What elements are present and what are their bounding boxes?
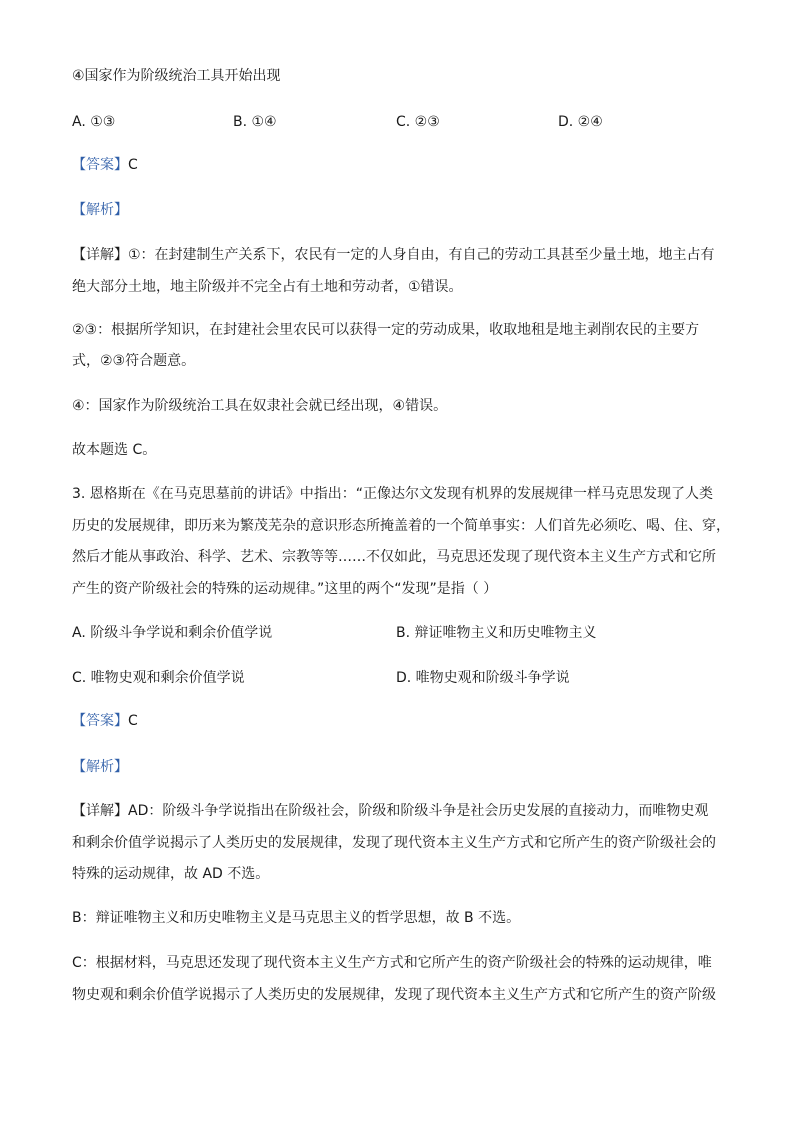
q2-detail-line-1: 【详解】①：在封建制生产关系下，农民有一定的人身自由，有自己的劳动工具甚至少量土地，地主占有 [72, 247, 715, 263]
q3-ad-line-2: 和剩余价值学说揭示了人类历史的发展规律，发现了现代资本主义生产方式和它所产生的资产阶级社会的 [72, 835, 716, 851]
detail-tag: 【详解】 [72, 803, 128, 819]
answer-value: C [128, 157, 138, 173]
q3-option-a: A. 阶级斗争学说和剩余价值学说 [72, 625, 273, 641]
q3-stem-line-2: 历史的发展规律，即历来为繁茂芜杂的意识形态所掩盖着的一个简单事实：人们首先必须吃、喝、住、穿， [72, 518, 730, 534]
q3-stem-line-3: 然后才能从事政治、科学、艺术、宗教等等……不仅如此，马克思还发现了现代资本主义生产方式和它所 [72, 549, 716, 565]
q3-stem-line-4: 产生的资产阶级社会的特殊的运动规律。”这里的两个“发现”是指（ ） [72, 581, 498, 597]
q2-conclusion: 故本题选 C。 [72, 442, 157, 458]
statement-4: ④国家作为阶级统治工具开始出现 [72, 68, 281, 84]
q2-paragraph-4: ④：国家作为阶级统治工具在奴隶社会就已经出现，④错误。 [72, 398, 448, 414]
detail-tag: 【详解】 [72, 247, 128, 263]
q2-analysis-heading: 【解析】 [72, 202, 128, 218]
q2-option-b: B. ①④ [233, 114, 277, 130]
q2-option-c: C. ②③ [396, 114, 440, 130]
q3-ad-line-1: 【详解】AD：阶级斗争学说指出在阶级社会，阶级和阶级斗争是社会历史发展的直接动力，而唯物史观 [72, 803, 709, 819]
q2-option-d: D. ②④ [558, 114, 603, 130]
answer-tag: 【答案】 [72, 157, 128, 173]
q2-paragraph-23-line-2: 式，②③符合题意。 [72, 353, 196, 369]
q3-analysis-heading: 【解析】 [72, 759, 128, 775]
answer-tag: 【答案】 [72, 713, 128, 729]
q3-option-d: D. 唯物史观和阶级斗争学说 [396, 670, 570, 686]
q3-option-b: B. 辩证唯物主义和历史唯物主义 [396, 625, 597, 641]
q2-detail-line-2: 绝大部分土地，地主阶级并不完全占有土地和劳动者，①错误。 [72, 279, 463, 295]
q2-option-a: A. ①③ [72, 114, 116, 130]
q3-answer [72, 712, 138, 730]
q3-stem-line-1: 3. 恩格斯在《在马克思墓前的讲话》中指出：“正像达尔文发现有机界的发展规律一样马克思发现了人类 [72, 486, 714, 502]
q3-ad-line-3: 特殊的运动规律，故 AD 不选。 [72, 866, 270, 882]
q3-b-line: B：辩证唯物主义和历史唯物主义是马克思主义的哲学思想，故 B 不选。 [72, 910, 521, 926]
q2-paragraph-23-line-1: ②③：根据所学知识，在封建社会里农民可以获得一定的劳动成果，收取地租是地主剥削农民的主要方 [72, 322, 700, 338]
answer-value: C [128, 713, 138, 729]
q3-c-line-2: 物史观和剩余价值学说揭示了人类历史的发展规律，发现了现代资本主义生产方式和它所产生的资产阶级 [72, 987, 716, 1003]
q2-answer [72, 156, 138, 174]
q3-option-c: C. 唯物史观和剩余价值学说 [72, 670, 245, 686]
q3-c-line-1: C：根据材料，马克思还发现了现代资本主义生产方式和它所产生的资产阶级社会的特殊的运动规律，唯 [72, 955, 712, 971]
